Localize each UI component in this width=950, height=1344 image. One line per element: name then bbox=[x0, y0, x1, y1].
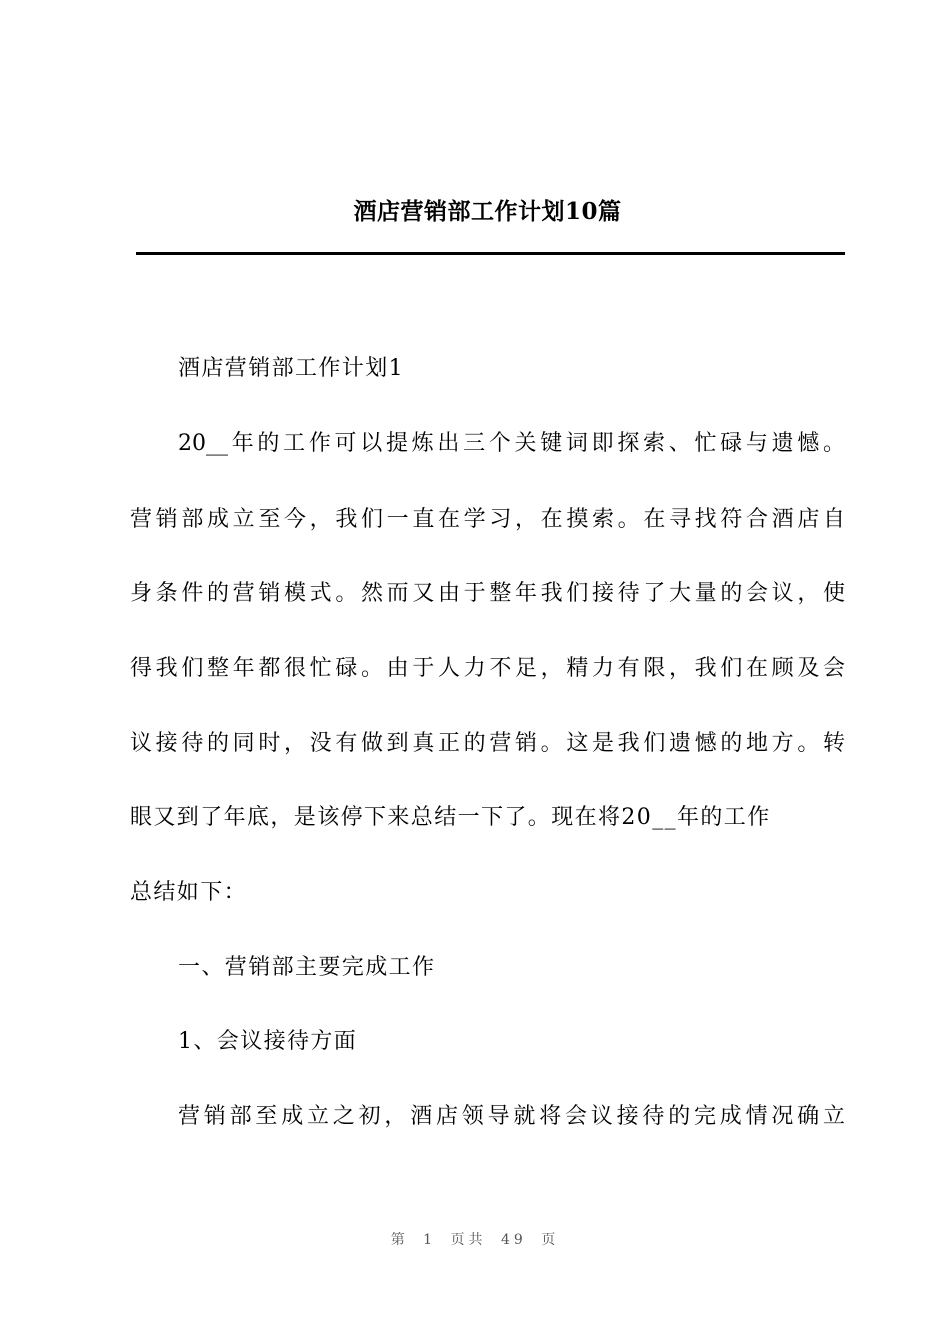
title-underline bbox=[136, 252, 845, 255]
section-heading: 一、营销部主要完成工作 bbox=[178, 955, 436, 980]
subsection-heading: 1、会议接待方面 bbox=[178, 1029, 358, 1054]
paragraph-line: 营销部成立至今，我们一直在学习，在摸索。在寻找符合酒店自 bbox=[130, 507, 845, 532]
paragraph-line: 议接待的同时，没有做到真正的营销。这是我们遗憾的地方。转 bbox=[130, 731, 845, 756]
paragraph-line: 总结如下： bbox=[130, 880, 248, 905]
paragraph-line: 得我们整年都很忙碌。由于人力不足，精力有限，我们在顾及会 bbox=[130, 656, 845, 681]
paragraph-line: 营销部至成立之初，酒店领导就将会议接待的完成情况确立 bbox=[178, 1104, 845, 1129]
page-number-footer: 第 1 页共 49 页 bbox=[390, 1232, 560, 1248]
section-heading-plan-1: 酒店营销部工作计划1 bbox=[178, 356, 404, 381]
paragraph-line: 眼又到了年底，是该停下来总结一下了。现在将20__年的工作 bbox=[130, 805, 771, 830]
document-title: 酒店营销部工作计划10篇 bbox=[353, 198, 622, 225]
paragraph-line: 身条件的营销模式。然而又由于整年我们接待了大量的会议，使 bbox=[130, 581, 845, 606]
paragraph-line: 20__年的工作可以提炼出三个关键词即探索、忙碌与遗憾。 bbox=[178, 431, 845, 456]
